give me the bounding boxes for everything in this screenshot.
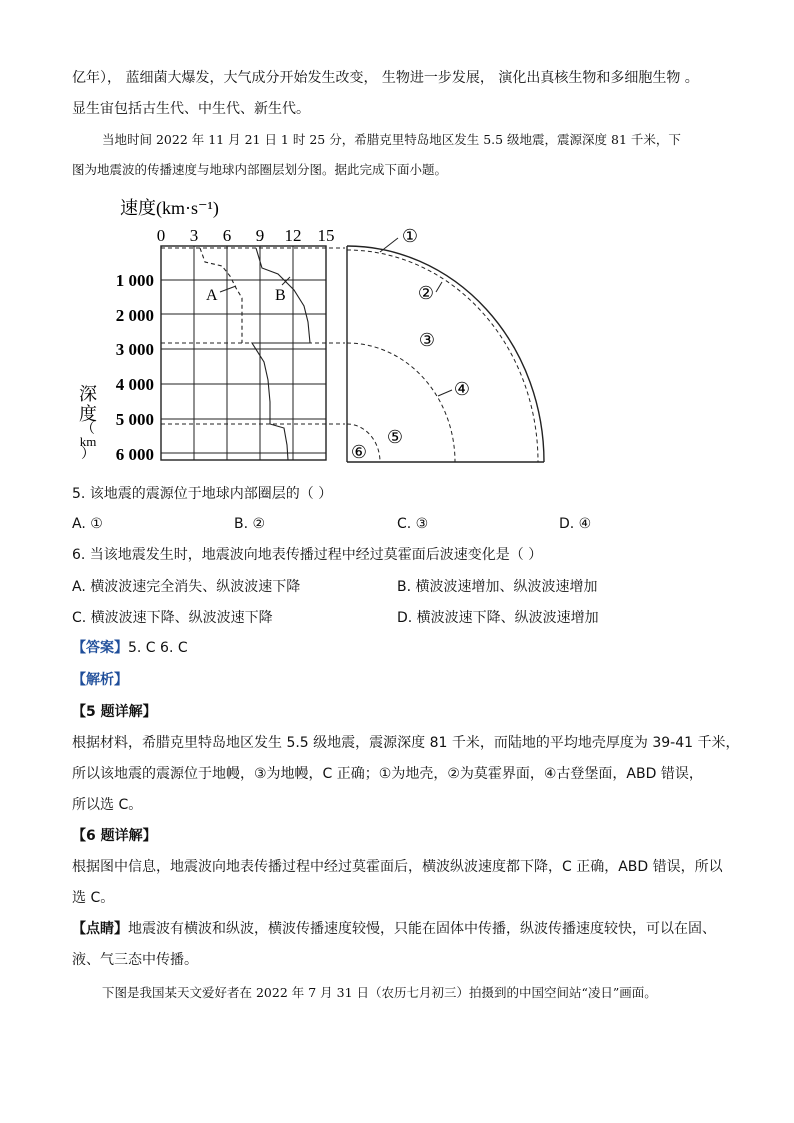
material-line-2: 图为地震波的传播速度与地球内部圈层划分图。据此完成下面小题。	[72, 162, 448, 177]
x-tick: 9	[255, 226, 265, 245]
analysis-tag: 【解析】	[72, 672, 128, 688]
curve-label-b: B	[275, 287, 286, 304]
detail-6-line-2: 选 C。	[72, 890, 115, 906]
seismic-wave-figure	[70, 192, 560, 472]
q5-option-b[interactable]: B. ②	[234, 516, 266, 532]
layer-leaders	[380, 238, 452, 396]
layer-label-1: ①	[401, 226, 419, 246]
svg-text:（: （	[81, 422, 95, 437]
intro-line-1: 亿年）， 蓝细菌大爆发，大气成分开始发生改变， 生物进一步发展， 演化出真核生物和多细胞生物 。	[72, 70, 699, 86]
q6-option-a[interactable]: A. 横波波速完全消失、纵波波速下降	[72, 579, 301, 595]
svg-text:km: km	[79, 434, 97, 449]
x-tick: 6	[222, 226, 232, 245]
depth-axis-label	[79, 384, 97, 462]
detail-5-line-2: 所以该地震的震源位于地幔，③为地幔，C 正确；①为地壳，②为莫霍界面，④古登堡面，ABD 错误，	[72, 766, 703, 782]
y-tick: 1 000	[115, 271, 154, 290]
tip-text-1: 地震波有横波和纵波，横波传播速度较慢，只能在固体中传播，纵波传播速度较快，可以在固、	[128, 921, 716, 937]
detail-6-line-1: 根据图中信息，地震波向地表传播过程中经过莫霍面后，横波纵波速度都下降，C 正确，ABD 错误，所以	[72, 859, 723, 875]
svg-text:度: 度	[79, 404, 97, 424]
q6-option-b[interactable]: B. 横波波速增加、纵波波速增加	[397, 579, 598, 595]
x-ticks	[157, 226, 335, 245]
y-tick: 3 000	[115, 340, 154, 359]
detail-5-tag: 【5 题详解】	[72, 704, 157, 720]
answer-tag: 【答案】	[72, 640, 128, 656]
tip-line-1	[72, 919, 716, 939]
layer-labels	[351, 226, 470, 462]
layer-label-6: ⑥	[350, 442, 368, 462]
svg-text:）: ）	[81, 447, 95, 462]
x-tick: 15	[317, 226, 335, 245]
chart-grid	[161, 246, 326, 460]
y-tick: 2 000	[115, 306, 154, 325]
answer-line	[72, 638, 188, 658]
layer-label-2: ②	[417, 283, 435, 303]
x-tick: 12	[284, 226, 302, 245]
tip-line-2: 液、气三态中传播。	[72, 952, 198, 968]
x-tick: 0	[156, 226, 166, 245]
speed-axis-label: 速度(km·s⁻¹)	[120, 198, 219, 218]
x-tick: 3	[189, 226, 199, 245]
curve-label-a: A	[206, 287, 218, 304]
leader-b	[282, 277, 290, 285]
leader-a	[220, 286, 236, 292]
q5-stem: 5. 该地震的震源位于地球内部圈层的（ ）	[72, 486, 333, 502]
material-line-1: 当地时间 2022 年 11 月 21 日 1 时 25 分，希腊克里特岛地区发生 5.5 级地震，震源深度 81 千米，下	[102, 132, 681, 147]
detail-5-line-1: 根据材料，希腊克里特岛地区发生 5.5 级地震，震源深度 81 千米，而陆地的平均地壳厚度为 39-41 千米，	[72, 735, 740, 751]
y-tick: 6 000	[115, 445, 154, 464]
layer-label-3: ③	[418, 330, 436, 350]
answer-text: 5. C 6. C	[128, 640, 188, 656]
detail-5-line-3: 所以选 C。	[72, 797, 143, 813]
svg-text:深: 深	[79, 384, 97, 404]
q5-option-c[interactable]: C. ③	[397, 516, 429, 532]
q6-stem: 6. 当该地震发生时，地震波向地表传播过程中经过莫霍面后波速变化是（ ）	[72, 547, 543, 563]
y-tick: 5 000	[115, 410, 154, 429]
intro-line-2: 显生宙包括古生代、中生代、新生代。	[72, 101, 310, 117]
tip-tag: 【点睛】	[72, 921, 128, 937]
q5-option-d[interactable]: D. ④	[559, 516, 592, 532]
q5-option-a[interactable]: A. ①	[72, 516, 103, 532]
detail-6-tag: 【6 题详解】	[72, 828, 157, 844]
q6-option-c[interactable]: C. 横波波速下降、纵波波速下降	[72, 610, 273, 626]
y-tick: 4 000	[115, 375, 154, 394]
y-ticks	[116, 271, 154, 464]
layer-label-4: ④	[453, 379, 471, 399]
layer-label-5: ⑤	[386, 427, 404, 447]
earth-layers-diagram	[347, 246, 544, 462]
discontinuity-lines	[161, 248, 345, 424]
q6-option-d[interactable]: D. 横波波速下降、纵波波速增加	[397, 610, 599, 626]
next-material-line: 下图是我国某天文爱好者在 2022 年 7 月 31 日（农历七月初三）拍摄到的中国空间站“凌日”画面。	[102, 985, 657, 1000]
